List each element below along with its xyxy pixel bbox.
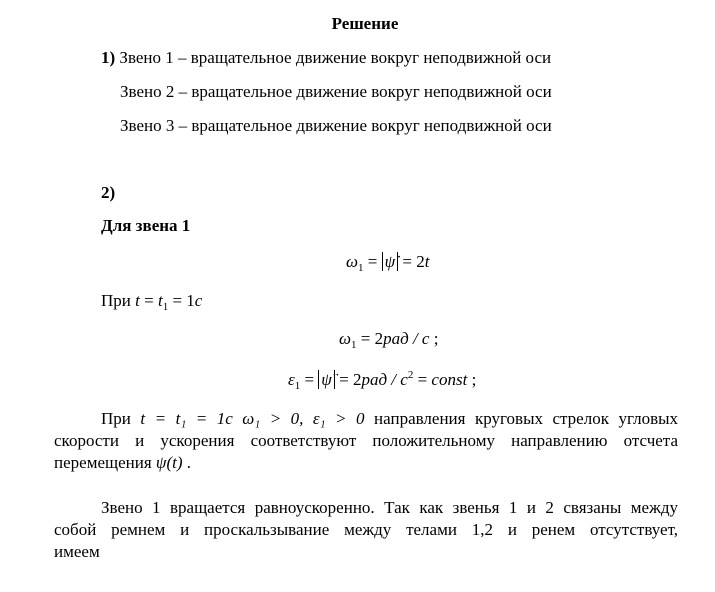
equals-two: = 2 (398, 252, 425, 271)
const-word: const (431, 370, 468, 389)
t1-variable: t (157, 291, 163, 310)
psi-ddot: ψ̈ (321, 370, 332, 389)
t1-subscript: 1 (162, 301, 169, 313)
at-time-line (101, 291, 202, 311)
equation-omega-value (339, 329, 438, 349)
omega-symbol: ω (346, 252, 359, 271)
section-1-text-1: Звено 1 – вращательное движение вокруг неподвижной оси (119, 48, 552, 67)
paragraph-2-line-3: имеем (54, 542, 100, 561)
paragraph-1-line-1 (54, 408, 678, 430)
section-1-line-1 (101, 48, 551, 68)
psi-of-t: ψ(t) (155, 453, 183, 472)
epsilon-subscript: 1 (294, 380, 301, 392)
rad-per-s-unit: рад / c (383, 329, 430, 348)
time-variable: t (424, 252, 430, 271)
section-1-line-3: Звено 3 – вращательное движение вокруг неподвижной оси (120, 116, 552, 135)
paragraph-1-text-3: перемещения (54, 453, 156, 472)
omega-symbol: ω (339, 329, 352, 348)
paragraph-1-line-3 (54, 452, 678, 474)
at-time-label: При (101, 291, 136, 310)
equation-omega-general (346, 252, 430, 272)
section-1-line-2: Звено 2 – вращательное движение вокруг неподвижной оси (120, 82, 552, 101)
section-2-subheading: Для звена 1 (101, 216, 191, 235)
epsilon-symbol: ε (288, 370, 295, 389)
semicolon: ; (429, 329, 439, 348)
page-title: Решение (331, 14, 399, 33)
equals-two: = 2 (334, 370, 362, 389)
omega-subscript: 1 (358, 262, 364, 274)
condition-expression: t = t₁ = 1c ω₁ > 0, ε₁ > 0 (140, 409, 365, 428)
equals-sign-2: = (413, 370, 432, 389)
paragraph-2-line-1: Звено 1 вращается равноускоренно. Так как звенья 1 и 2 связаны между (101, 498, 678, 517)
power-two: 2 (407, 369, 414, 381)
equals-sign: = (139, 291, 158, 310)
period: . (182, 453, 192, 472)
paragraph-directions (54, 408, 678, 474)
equation-epsilon (288, 370, 476, 390)
omega-subscript: 1 (351, 339, 357, 351)
abs-psi-ddot (318, 370, 335, 389)
section-1-number: 1) (101, 48, 116, 67)
paragraph-uniform-acceleration (54, 497, 678, 563)
seconds-unit: c (194, 291, 203, 310)
equals-two: = 2 (356, 329, 384, 348)
rad-per-s2-unit: рад / c (361, 370, 408, 389)
paragraph-2-line-2: собой ремнем и проскальзывание между телами 1,2 и ренем отсутствует, (54, 520, 678, 539)
equals-one: = 1 (168, 291, 195, 310)
psi-dot: ψ̇ (384, 252, 396, 271)
at-label: При (101, 409, 131, 428)
paragraph-1-line-2: скорости и ускорения соответствуют положительному направлению отсчета (54, 431, 678, 450)
equals-sign: = (363, 252, 382, 271)
paragraph-1-text-1: направления круговых стрелок угловых (374, 409, 679, 428)
abs-psi-dot (382, 252, 399, 271)
section-2-number: 2) (101, 183, 116, 202)
semicolon: ; (467, 370, 477, 389)
equals-sign: = (300, 370, 319, 389)
t-variable: t (135, 291, 140, 310)
